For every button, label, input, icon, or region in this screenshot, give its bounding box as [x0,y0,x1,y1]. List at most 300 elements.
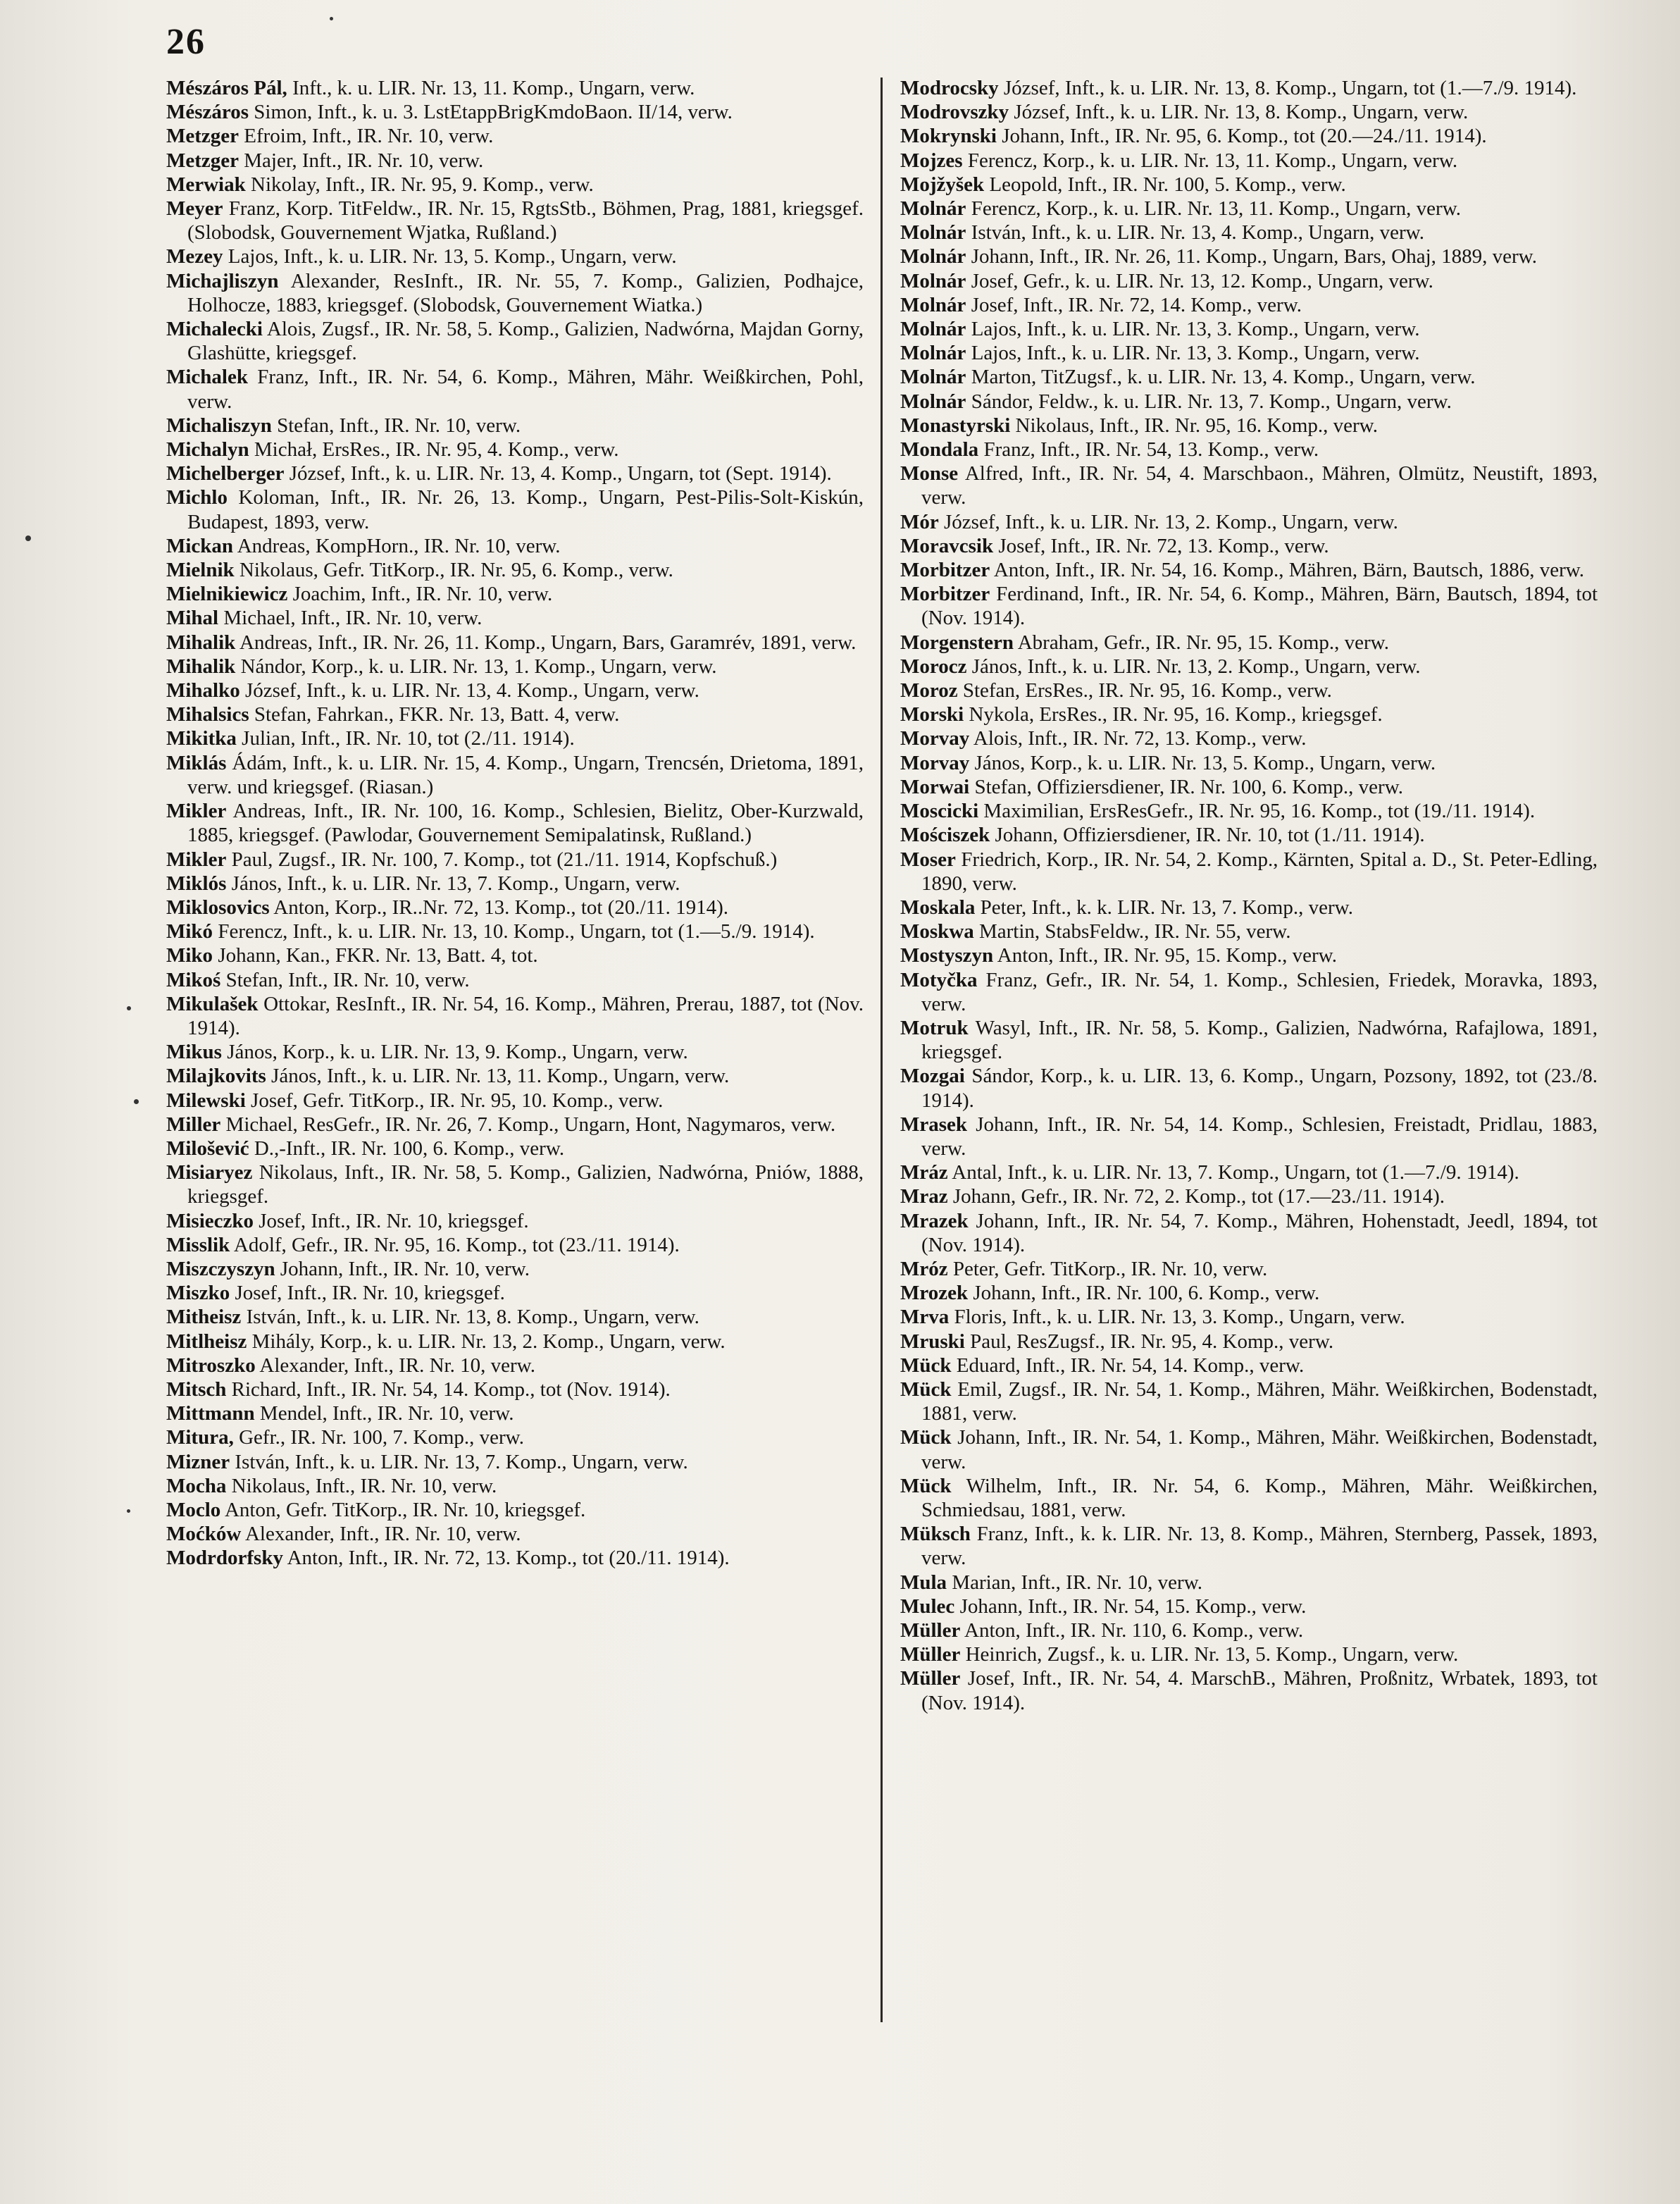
entry-details: Inft., k. u. LIR. Nr. 13, 11. Komp., Ungarn, verw. [287,77,695,99]
list-item [166,414,864,438]
entry-details: Nikolaus, Inft., IR. Nr. 58, 5. Komp., Galizien, Nadwórna, Pniów, 1888, kriegsgef. [187,1161,864,1208]
entry-surname: Miller [166,1113,221,1136]
list-item [166,1522,864,1546]
entry-details: Efroim, Inft., IR. Nr. 10, verw. [239,125,494,148]
entry-details: Stefan, Offiziersdiener, IR. Nr. 100, 6. Komp., verw. [969,775,1404,798]
entry-details: Nándor, Korp., k. u. LIR. Nr. 13, 1. Komp., Ungarn, verw. [235,655,717,678]
list-item [166,244,864,268]
entry-details: Johann, Inft., IR. Nr. 54, 1. Komp., Mähren, Mähr. Weißkirchen, Bodenstadt, verw. [921,1426,1598,1473]
list-item [166,968,864,992]
entry-surname: Mikó [166,920,213,943]
entry-surname: Michelberger [166,462,285,485]
entry-details: Anton, Gefr. TitKorp., IR. Nr. 10, kriegsgef. [220,1498,586,1521]
entry-surname: Mróz [900,1257,948,1280]
entry-surname: Mikoś [166,968,221,991]
entry-details: Antal, Inft., k. u. LIR. Nr. 13, 7. Komp., Ungarn, tot (1.—7./9. 1914). [947,1161,1519,1184]
entry-surname: Mitheisz [166,1306,242,1329]
entry-surname: Mihalsics [166,703,249,726]
entry-surname: Miklosovics [166,896,270,919]
entry-details: József, Inft., k. u. LIR. Nr. 13, 4. Komp., Ungarn, verw. [239,679,699,702]
entry-details: István, Inft., k. u. LIR. Nr. 13, 4. Komp., Ungarn, verw. [966,221,1424,244]
entry-details: Lajos, Inft., k. u. LIR. Nr. 13, 5. Komp., Ungarn, verw. [223,245,677,268]
entry-details: Johann, Kan., FKR. Nr. 13, Batt. 4, tot. [213,944,538,967]
entry-surname: Mück [900,1474,952,1497]
entry-details: János, Inft., k. u. LIR. Nr. 13, 7. Komp., Ungarn, verw. [226,872,680,895]
entry-surname: Molnár [900,221,966,244]
list-item [900,751,1598,775]
entry-details: Nikolaus, Gefr. TitKorp., IR. Nr. 95, 6. Komp., verw. [234,559,673,582]
entry-surname: Mezey [166,245,223,268]
list-item [166,1305,864,1329]
entry-surname: Modrovszky [900,101,1009,124]
list-item [900,1113,1598,1160]
entry-details: Johann, Gefr., IR. Nr. 72, 2. Komp., tot (17.—23./11. 1914). [947,1185,1445,1208]
list-item [900,1666,1598,1714]
list-item [900,293,1598,317]
list-item [166,1401,864,1425]
list-item [166,896,864,920]
entry-surname: Mráz [900,1161,948,1184]
list-item [900,1378,1598,1425]
entry-surname: Mondala [900,438,979,462]
entry-details: Michał, ErsRes., IR. Nr. 95, 4. Komp., verw. [249,438,619,462]
scan-speck [127,1509,130,1513]
entry-details: Nikolaus, Inft., IR. Nr. 10, verw. [226,1474,497,1497]
entry-details: Sándor, Feldw., k. u. LIR. Nr. 13, 7. Komp., Ungarn, verw. [966,390,1452,413]
entry-surname: Michalecki [166,318,263,341]
entry-details: Johann, Inft., IR. Nr. 54, 7. Komp., Mähren, Hohenstadt, Jeedl, 1894, tot (Nov. 1914). [921,1209,1598,1256]
list-item [900,896,1598,920]
entry-surname: Mielnikiewicz [166,583,288,606]
entry-details: Sándor, Korp., k. u. LIR. 13, 6. Komp., Ungarn, Pozsony, 1892, tot (23./8. 1914). [921,1065,1598,1112]
entry-details: Johann, Offiziersdiener, IR. Nr. 10, tot (1./11. 1914). [990,824,1425,847]
entry-details: Johann, Inft., IR. Nr. 54, 15. Komp., verw. [954,1595,1307,1618]
entry-details: Floris, Inft., k. u. LIR. Nr. 13, 3. Komp., Ungarn, verw. [949,1306,1405,1329]
list-item [166,1137,864,1160]
list-item [166,1233,864,1257]
entry-surname: Moclo [166,1498,221,1521]
list-item [900,799,1598,823]
entry-surname: Mraz [900,1185,948,1208]
list-item [166,992,864,1040]
list-item [900,269,1598,293]
entry-surname: Monse [900,462,959,485]
entry-surname: Moravcsik [900,534,994,557]
list-item [166,943,864,967]
entry-details: Leopold, Inft., IR. Nr. 100, 5. Komp., verw. [984,173,1346,196]
entry-surname: Modrdorfsky [166,1547,283,1570]
entry-surname: Mocha [166,1474,227,1497]
list-item [900,1595,1598,1618]
entry-surname: Milewski [166,1089,246,1112]
entry-details: Ádám, Inft., k. u. LIR. Nr. 15, 4. Komp., Ungarn, Trencsén, Drietoma, 1891, verw. und kriegsgef. (Riasan.) [187,751,864,798]
list-item [900,173,1598,197]
list-item [900,848,1598,896]
entry-details: Anton, Inft., IR. Nr. 95, 15. Komp., verw. [993,944,1337,967]
list-item [166,631,864,655]
list-item [900,655,1598,679]
entry-surname: Mojzes [900,149,963,172]
list-item [900,1425,1598,1473]
list-item [900,1281,1598,1305]
entry-surname: Monastyrski [900,414,1011,437]
list-item [166,1498,864,1522]
list-item [900,76,1598,100]
entry-details: Heinrich, Zugsf., k. u. LIR. Nr. 13, 5. Komp., Ungarn, verw. [960,1643,1459,1666]
entry-surname: Mitura, [166,1426,234,1449]
list-item [900,1330,1598,1354]
entry-surname: Mikulašek [166,992,259,1015]
entry-surname: Molnár [900,366,966,389]
entry-details: Gefr., IR. Nr. 100, 7. Komp., verw. [233,1426,524,1449]
list-item [166,702,864,726]
left-column [166,76,864,1571]
list-item [166,799,864,847]
entry-surname: Mozgai [900,1065,965,1088]
entry-surname: Mruski [900,1330,965,1353]
list-item [166,1546,864,1570]
entry-details: Friedrich, Korp., IR. Nr. 54, 2. Komp., Kärnten, Spital a. D., St. Peter-Edling, 1890, verw. [921,848,1598,895]
list-item [166,1330,864,1354]
entry-surname: Mrva [900,1306,950,1329]
list-item [166,848,864,872]
entry-details: Stefan, Fahrkan., FKR. Nr. 13, Batt. 4, verw. [249,703,620,726]
list-item [900,100,1598,124]
entry-details: Nykola, ErsRes., IR. Nr. 95, 16. Komp., kriegsgef. [964,703,1383,726]
entry-details: Stefan, Inft., IR. Nr. 10, verw. [220,968,470,991]
list-item [900,1618,1598,1642]
list-item [900,414,1598,438]
entry-details: Ferencz, Korp., k. u. LIR. Nr. 13, 11. Komp., Ungarn, verw. [966,197,1462,221]
entry-surname: Mészáros [166,101,249,124]
entry-details: József, Inft., k. u. LIR. Nr. 13, 8. Komp., Ungarn, verw. [1009,101,1469,124]
entry-details: Johann, Inft., IR. Nr. 26, 11. Komp., Ungarn, Bars, Ohaj, 1889, verw. [966,245,1537,268]
entry-details: Ferencz, Korp., k. u. LIR. Nr. 13, 11. Komp., Ungarn, verw. [962,149,1458,172]
entry-details: Majer, Inft., IR. Nr. 10, verw. [239,149,484,172]
entry-surname: Morski [900,703,964,726]
list-item [166,462,864,485]
entry-surname: Mitsch [166,1378,227,1401]
entry-surname: Moser [900,848,956,871]
entry-details: Andreas, Inft., IR. Nr. 26, 11. Komp., Ungarn, Bars, Garamrév, 1891, verw. [235,631,857,654]
entry-surname: Morbitzer [900,559,990,582]
entry-details: Paul, Zugsf., IR. Nr. 100, 7. Komp., tot (21./11. 1914, Kopfschuß.) [226,848,778,871]
entry-surname: Mielnik [166,559,235,582]
entry-surname: Mościszek [900,824,990,847]
entry-details: Marian, Inft., IR. Nr. 10, verw. [947,1571,1203,1594]
list-item [166,1474,864,1498]
list-item [900,582,1598,630]
list-item [166,751,864,799]
entry-details: Josef, Gefr., k. u. LIR. Nr. 13, 12. Komp., Ungarn, verw. [966,269,1433,292]
list-item [900,510,1598,534]
list-item [166,655,864,679]
list-item [166,558,864,582]
entry-details: Josef, Inft., IR. Nr. 10, kriegsgef. [230,1282,505,1305]
entry-surname: Molnár [900,245,966,268]
entry-details: Lajos, Inft., k. u. LIR. Nr. 13, 3. Komp., Ungarn, verw. [966,342,1420,365]
entry-surname: Merwiak [166,173,246,196]
scan-speck [330,17,333,20]
entry-details: Koloman, Inft., IR. Nr. 26, 13. Komp., Ungarn, Pest-Pilis-Solt-Kiskún, Budapest, 1893, verw. [187,486,864,533]
entry-details: Andreas, KompHorn., IR. Nr. 10, verw. [233,534,561,557]
entry-details: János, Korp., k. u. LIR. Nr. 13, 9. Komp., Ungarn, verw. [221,1041,688,1064]
entry-surname: Mihalik [166,655,236,678]
entry-surname: Michalyn [166,438,249,462]
entry-details: Simon, Inft., k. u. 3. LstEtappBrigKmdoBaon. II/14, verw. [249,101,733,124]
entry-details: Eduard, Inft., IR. Nr. 54, 14. Komp., verw. [951,1354,1305,1377]
entry-surname: Müller [900,1643,961,1666]
entry-surname: Mostyszyn [900,944,994,967]
entry-surname: Mizner [166,1450,230,1473]
list-item [900,1209,1598,1257]
list-item [900,1354,1598,1378]
entry-details: Alexander, ResInft., IR. Nr. 55, 7. Komp., Galizien, Podhajce, Holhocze, 1883, kriegsgef. (Slobodsk, Gouvernement Wiatka.) [187,269,864,316]
list-item [166,365,864,413]
entry-surname: Mück [900,1354,952,1377]
entry-surname: Molnár [900,197,966,221]
list-item [166,149,864,173]
entry-surname: Müller [900,1667,961,1690]
list-item [900,124,1598,148]
right-column [900,76,1598,1715]
scan-speck [134,1099,139,1104]
entry-details: Ottokar, ResInft., IR. Nr. 54, 16. Komp., Mähren, Prerau, 1887, tot (Nov. 1914). [187,992,864,1039]
entry-details: János, Korp., k. u. LIR. Nr. 13, 5. Komp., Ungarn, verw. [969,751,1436,774]
list-item [166,1354,864,1378]
list-item [166,1209,864,1233]
entry-surname: Moskala [900,896,976,919]
list-item [900,1160,1598,1184]
list-item [166,269,864,317]
list-item [166,1425,864,1449]
list-item [900,221,1598,244]
entry-details: Joachim, Inft., IR. Nr. 10, verw. [287,583,553,606]
entry-details: Josef, Inft., IR. Nr. 72, 13. Komp., verw. [993,534,1329,557]
entry-details: Martin, StabsFeldw., IR. Nr. 55, verw. [973,920,1291,943]
entry-details: Franz, Korp. TitFeldw., IR. Nr. 15, RgtsStb., Böhmen, Prag, 1881, kriegsgef. (Slobodsk, Gouvernement Wjatka, Rußland.) [187,197,864,244]
entry-surname: Milajkovits [166,1065,266,1088]
entry-surname: Michaliszyn [166,414,272,437]
list-item [900,702,1598,726]
entry-surname: Morwai [900,775,970,798]
entry-surname: Molnár [900,269,966,292]
entry-details: Marton, TitZugsf., k. u. LIR. Nr. 13, 4. Komp., Ungarn, verw. [966,366,1476,389]
entry-surname: Mikler [166,800,227,823]
entry-surname: Meyer [166,197,223,221]
list-item [166,1450,864,1474]
entry-surname: Mikitka [166,727,237,750]
list-item [166,1160,864,1208]
list-item [166,534,864,558]
list-item [900,390,1598,414]
entry-surname: Metzger [166,125,239,148]
entry-surname: Mitroszko [166,1354,256,1377]
entry-surname: Moćków [166,1523,242,1546]
entry-surname: Miklós [166,872,227,895]
entry-details: Johann, Inft., IR. Nr. 10, verw. [275,1257,530,1280]
entry-surname: Milošević [166,1137,249,1160]
list-item [900,943,1598,967]
entry-details: János, Inft., k. u. LIR. Nr. 13, 2. Komp., Ungarn, verw. [966,655,1421,678]
entry-details: Stefan, Inft., IR. Nr. 10, verw. [271,414,521,437]
list-item [900,534,1598,558]
entry-details: Johann, Inft., IR. Nr. 100, 6. Komp., verw. [968,1282,1320,1305]
list-item [900,823,1598,847]
list-item [900,1571,1598,1595]
entry-surname: Mitlheisz [166,1330,247,1353]
entry-surname: Mittmann [166,1402,255,1425]
list-item [900,438,1598,462]
entry-surname: Mokrynski [900,125,997,148]
list-item [900,920,1598,943]
entry-surname: Morvay [900,727,970,750]
list-item [900,317,1598,341]
entry-details: Franz, Inft., IR. Nr. 54, 13. Komp., verw. [978,438,1319,462]
list-item [166,485,864,533]
entry-details: Josef, Inft., IR. Nr. 72, 14. Komp., verw. [966,293,1302,316]
entry-surname: Morvay [900,751,970,774]
entry-surname: Molnár [900,390,966,413]
entry-details: Abraham, Gefr., IR. Nr. 95, 15. Komp., verw. [1014,631,1389,654]
entry-surname: Michalek [166,366,248,389]
entry-details: Andreas, Inft., IR. Nr. 100, 16. Komp., Schlesien, Bielitz, Ober-Kurzwald, 1885, kriegsgef. (Pawlodar, Gouvernement Semipalatinsk, Rußland.) [187,800,864,847]
entry-details: Johann, Inft., IR. Nr. 95, 6. Komp., tot (20.—24./11. 1914). [996,125,1487,148]
entry-details: Franz, Inft., IR. Nr. 54, 6. Komp., Mähren, Mähr. Weißkirchen, Pohl, verw. [187,366,864,413]
entry-surname: Mrozek [900,1282,969,1305]
entry-details: Anton, Inft., IR. Nr. 110, 6. Komp., verw. [960,1619,1304,1642]
list-item [166,1089,864,1113]
entry-details: József, Inft., k. u. LIR. Nr. 13, 2. Komp., Ungarn, verw. [938,510,1398,533]
column-divider [881,78,883,2022]
list-item [900,1522,1598,1570]
list-item [900,1305,1598,1329]
entry-surname: Mück [900,1426,952,1449]
list-item [166,1378,864,1401]
entry-details: Johann, Inft., IR. Nr. 54, 14. Komp., Schlesien, Freistadt, Pridlau, 1883, verw. [921,1113,1598,1160]
entry-surname: Mickan [166,534,234,557]
entry-details: Richard, Inft., IR. Nr. 54, 14. Komp., tot (Nov. 1914). [226,1378,671,1401]
entry-details: Michael, Inft., IR. Nr. 10, verw. [218,607,483,630]
entry-surname: Miszczyszyn [166,1257,275,1280]
entry-surname: Müksch [900,1523,971,1546]
entry-details: Franz, Inft., k. k. LIR. Nr. 13, 8. Komp., Mähren, Sternberg, Passek, 1893, verw. [921,1523,1598,1570]
list-item [900,1064,1598,1112]
entry-details: Mihály, Korp., k. u. LIR. Nr. 13, 2. Komp., Ungarn, verw. [247,1330,726,1353]
entry-surname: Mrasek [900,1113,968,1136]
entry-surname: Misiaryez [166,1161,253,1184]
list-item [166,317,864,365]
entry-details: Alois, Zugsf., IR. Nr. 58, 5. Komp., Galizien, Nadwórna, Majdan Gorny, Glashütte, kriegsgef. [187,318,864,365]
entry-details: Alois, Inft., IR. Nr. 72, 13. Komp., verw. [969,727,1307,750]
entry-details: Julian, Inft., IR. Nr. 10, tot (2./11. 1914). [236,727,575,750]
list-item [166,438,864,462]
list-item [166,124,864,148]
entry-surname: Molnár [900,318,966,341]
entry-surname: Mula [900,1571,947,1594]
entry-surname: Mück [900,1378,952,1401]
entry-details: Alfred, Inft., IR. Nr. 54, 4. Marschbaon., Mähren, Olmütz, Neustift, 1893, verw. [921,462,1598,509]
entry-details: Josef, Inft., IR. Nr. 54, 4. MarschB., Mähren, Proßnitz, Wrbatek, 1893, tot (Nov. 1914). [921,1667,1598,1714]
list-item [900,244,1598,268]
entry-details: Peter, Inft., k. k. LIR. Nr. 13, 7. Komp., verw. [975,896,1353,919]
entry-details: Peter, Gefr. TitKorp., IR. Nr. 10, verw. [947,1257,1268,1280]
entry-surname: Motruk [900,1016,969,1039]
list-item [900,1474,1598,1522]
entry-surname: Miklás [166,751,227,774]
entry-surname: Moroz [900,679,958,702]
entry-details: Anton, Inft., IR. Nr. 54, 16. Komp., Mähren, Bärn, Bautsch, 1886, verw. [990,559,1585,582]
entry-details: Nikolay, Inft., IR. Nr. 95, 9. Komp., verw. [245,173,594,196]
entry-surname: Molnár [900,293,966,316]
entry-details: Michael, ResGefr., IR. Nr. 26, 7. Komp., Ungarn, Hont, Nagymaros, verw. [220,1113,836,1136]
entry-surname: Morgenstern [900,631,1014,654]
entry-surname: Mészáros Pál, [166,77,287,99]
entry-surname: Morocz [900,655,967,678]
scan-speck [25,535,31,541]
list-item [166,1113,864,1137]
entry-surname: Moskwa [900,920,974,943]
list-item [900,1257,1598,1281]
entry-details: Paul, ResZugsf., IR. Nr. 95, 4. Komp., verw. [964,1330,1334,1353]
list-item [900,462,1598,509]
entry-details: Emil, Zugsf., IR. Nr. 54, 1. Komp., Mähren, Mähr. Weißkirchen, Bodenstadt, 1881, verw. [921,1378,1598,1425]
entry-surname: Mojžyšek [900,173,985,196]
list-item [900,775,1598,799]
entry-surname: Molnár [900,342,966,365]
entry-surname: Modrocsky [900,77,999,99]
entry-details: Ferencz, Inft., k. u. LIR. Nr. 13, 10. Komp., Ungarn, tot (1.—5./9. 1914). [213,920,815,943]
list-item [900,341,1598,365]
entry-details: Lajos, Inft., k. u. LIR. Nr. 13, 3. Komp., Ungarn, verw. [966,318,1420,341]
entry-details: István, Inft., k. u. LIR. Nr. 13, 8. Komp., Ungarn, verw. [241,1306,699,1329]
entry-details: Adolf, Gefr., IR. Nr. 95, 16. Komp., tot (23./11. 1914). [230,1233,680,1256]
list-item [166,1064,864,1088]
entry-surname: Mulec [900,1595,955,1618]
list-item [166,1040,864,1064]
list-item [166,197,864,244]
entry-details: Wilhelm, Inft., IR. Nr. 54, 6. Komp., Mähren, Mähr. Weißkirchen, Schmiedsau, 1881, verw. [921,1474,1598,1521]
list-item [900,968,1598,1016]
entry-surname: Morbitzer [900,583,990,606]
list-item [900,365,1598,389]
entry-surname: Michlo [166,486,228,509]
list-item [900,1642,1598,1666]
entry-details: Stefan, ErsRes., IR. Nr. 95, 16. Komp., verw. [957,679,1332,702]
entry-details: István, Inft., k. u. LIR. Nr. 13, 7. Komp., Ungarn, verw. [230,1450,688,1473]
entry-surname: Mór [900,510,939,533]
entry-details: D.,-Inft., IR. Nr. 100, 6. Komp., verw. [249,1137,565,1160]
entry-surname: Müller [900,1619,961,1642]
list-item [166,173,864,197]
list-item [166,1257,864,1281]
entry-details: Josef, Gefr. TitKorp., IR. Nr. 95, 10. Komp., verw. [245,1089,664,1112]
list-item [900,726,1598,750]
entry-surname: Mikler [166,848,227,871]
entry-surname: Metzger [166,149,239,172]
page-number: 26 [166,22,206,62]
list-item [166,606,864,630]
list-item [900,149,1598,173]
list-item [166,100,864,124]
entry-details: Alexander, Inft., IR. Nr. 10, verw. [241,1523,521,1546]
entry-details: Wasyl, Inft., IR. Nr. 58, 5. Komp., Galizien, Nadwórna, Rafajlowa, 1891, kriegsgef. [921,1016,1598,1064]
entry-details: József, Inft., k. u. LIR. Nr. 13, 8. Komp., Ungarn, tot (1.—7./9. 1914). [998,77,1577,99]
list-item [166,76,864,100]
entry-details: Mendel, Inft., IR. Nr. 10, verw. [254,1402,514,1425]
entry-details: Josef, Inft., IR. Nr. 10, kriegsgef. [254,1209,529,1232]
list-item [166,582,864,606]
